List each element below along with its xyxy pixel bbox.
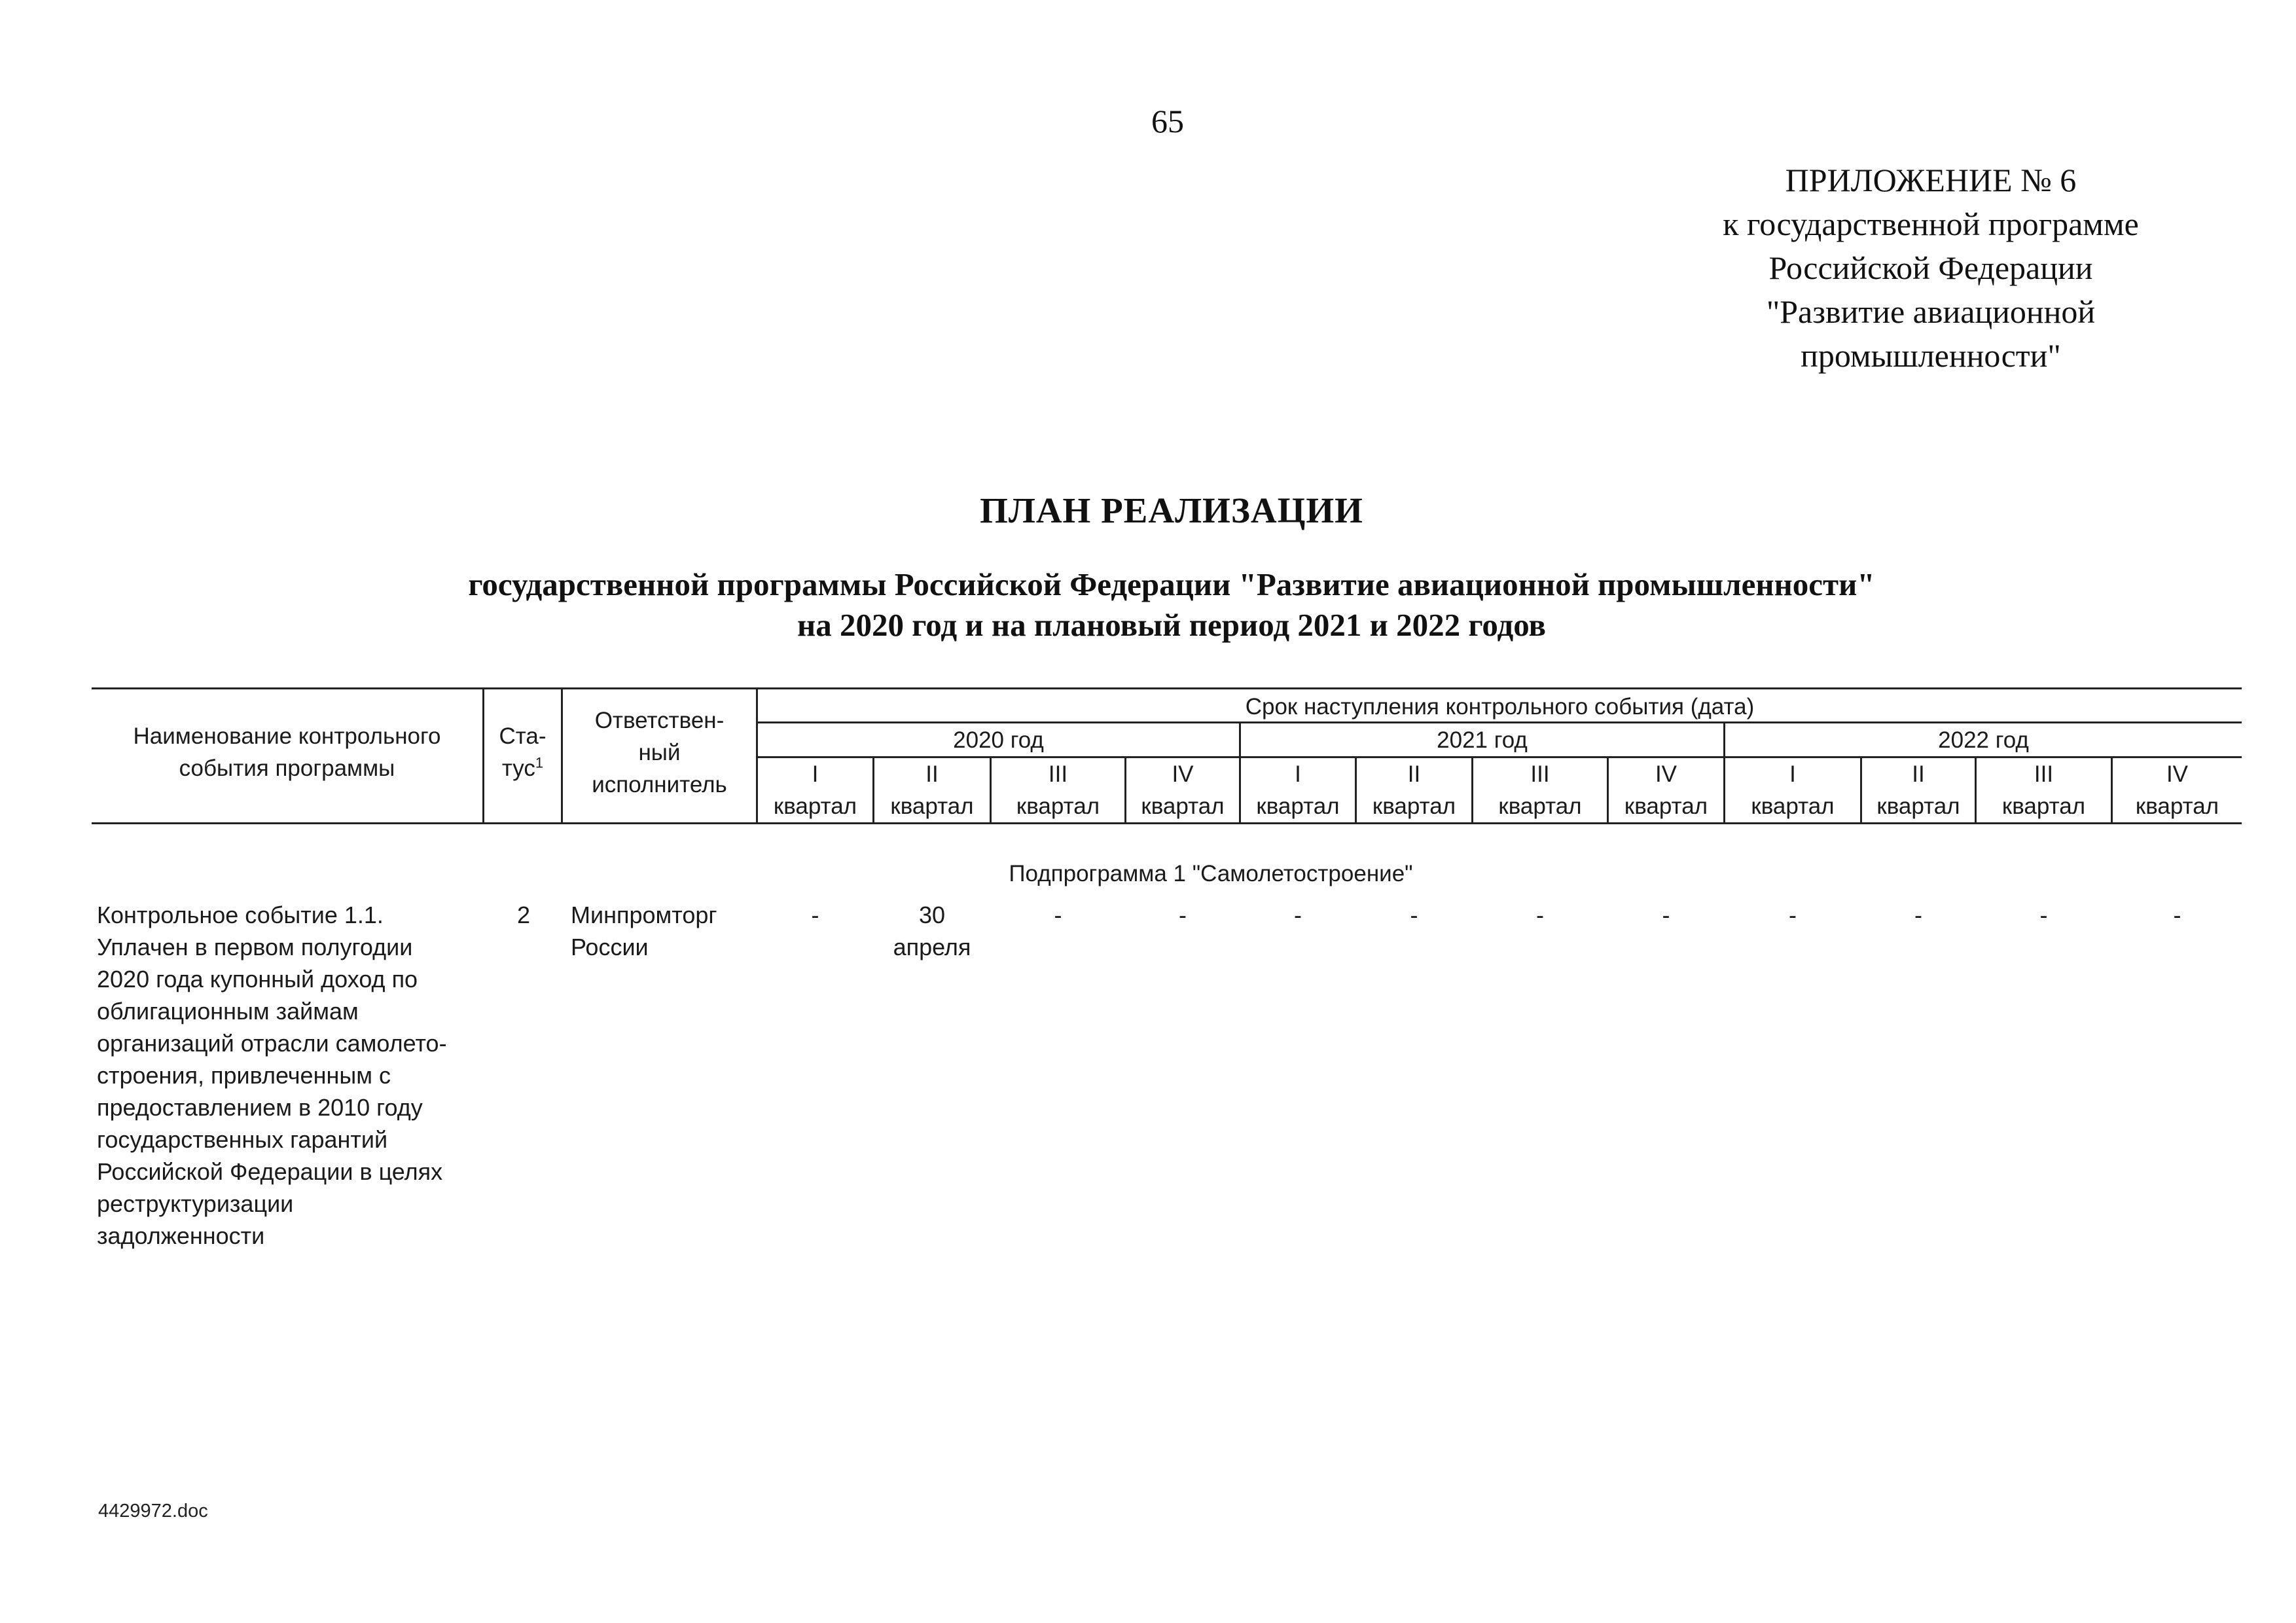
quarter-numeral: IV: [1172, 761, 1194, 787]
quarter-numeral: I: [1295, 761, 1301, 787]
page-number: 65: [1151, 103, 1184, 139]
quarter-value-line: -: [1789, 902, 1797, 928]
header-deadline: Срок наступления контрольного события (дата): [1245, 694, 1755, 720]
appendix-line: ПРИЛОЖЕНИЕ № 6: [1785, 162, 2077, 198]
header-quarter: [1357, 758, 1471, 822]
header-quarter: [1862, 758, 1975, 822]
quarter-word: квартал: [2135, 793, 2219, 819]
event-name-line: Уплачен в первом полугодии: [97, 934, 413, 960]
header-event-name-line: Наименование контрольного: [133, 723, 441, 749]
event-name-line: предоставлением в 2010 году: [97, 1094, 423, 1121]
header-year-2020: 2020 год: [953, 727, 1044, 753]
quarter-value-cell: [1357, 899, 1471, 931]
event-name-line: организаций отрасли самолето-: [97, 1030, 447, 1057]
quarter-numeral: III: [2034, 761, 2054, 787]
header-quarter: [992, 758, 1124, 822]
header-quarter: [2113, 758, 2242, 822]
quarter-word: квартал: [1372, 793, 1456, 819]
quarter-value-line: -: [2039, 902, 2048, 928]
quarter-word: квартал: [1016, 793, 1100, 819]
quarter-numeral: IV: [1655, 761, 1677, 787]
header-quarter: [1977, 758, 2111, 822]
title-subtitle-line-2: на 2020 год и на плановый период 2021 и 2022 годов: [797, 607, 1546, 643]
quarter-value-line: -: [1054, 902, 1062, 928]
subprogram-heading: Подпрограмма 1 "Самолетостроение": [1009, 861, 1413, 886]
appendix-line: промышленности": [1801, 337, 2061, 374]
event-name-line: облигационным займам: [97, 998, 359, 1025]
event-name-line: 2020 года купонный доход по: [97, 966, 418, 993]
header-quarter: [1609, 758, 1723, 822]
header-executor-line: Ответствен-: [594, 708, 725, 733]
quarter-value-cell: [1862, 899, 1975, 931]
header-quarter: [1725, 758, 1860, 822]
header-executor: [563, 704, 756, 801]
header-executor-line: исполнитель: [592, 772, 727, 797]
header-quarter: [1241, 758, 1355, 822]
quarter-value-cell: [1977, 899, 2111, 931]
header-executor-line: ный: [638, 740, 681, 765]
quarter-value-cell: [992, 899, 1124, 931]
quarter-word: квартал: [773, 793, 857, 819]
header-quarter: [758, 758, 872, 822]
event-name-line: государственных гарантий: [97, 1126, 388, 1153]
quarter-numeral: II: [1407, 761, 1421, 787]
quarter-numeral: II: [925, 761, 939, 787]
quarter-value-line: -: [1536, 902, 1544, 928]
event-name-line: реструктуризации: [97, 1190, 294, 1217]
quarter-value-cell: [1725, 899, 1860, 931]
header-event-name: [92, 720, 482, 784]
quarter-numeral: IV: [2166, 761, 2189, 787]
quarter-word: квартал: [2001, 793, 2086, 819]
event-name-line: Российской Федерации в целях: [97, 1158, 443, 1185]
quarter-value-line: -: [2173, 902, 2181, 928]
executor-line: Минпромторг: [571, 902, 717, 928]
quarter-value-line: апреля: [893, 934, 971, 960]
quarter-value-line: -: [811, 902, 819, 928]
quarter-word: квартал: [1751, 793, 1835, 819]
quarter-value-cell: [1126, 899, 1239, 931]
quarter-numeral: II: [1912, 761, 1925, 787]
executor-cell: [571, 899, 767, 963]
quarter-value-cell: [1241, 899, 1355, 931]
quarter-value-line: -: [1914, 902, 1922, 928]
appendix-line: Российской Федерации: [1768, 249, 2093, 286]
header-status-line: [484, 752, 561, 784]
quarter-value-cell: [1473, 899, 1607, 931]
quarter-numeral: III: [1530, 761, 1550, 787]
quarter-word: квартал: [1141, 793, 1225, 819]
quarter-value-line: -: [1179, 902, 1187, 928]
header-quarter: [1473, 758, 1607, 822]
header-status-line: Ста-: [499, 723, 547, 749]
quarter-word: квартал: [890, 793, 974, 819]
table-header-bottom-rule: [92, 822, 2242, 824]
header-quarter: [1126, 758, 1239, 822]
quarter-word: квартал: [1256, 793, 1340, 819]
quarter-value-line: 30: [918, 902, 946, 928]
quarter-numeral: I: [1789, 761, 1796, 787]
table-top-rule: [92, 687, 2242, 689]
header-event-name-line: события программы: [179, 756, 395, 781]
event-name-line: Контрольное событие 1.1.: [97, 902, 384, 928]
quarter-value-line: -: [1662, 902, 1670, 928]
event-name-line: строения, привлеченным с: [97, 1062, 391, 1089]
event-name-line: задолженности: [97, 1222, 265, 1249]
status-cell: 2: [516, 902, 531, 928]
document-id: 4429972.doc: [98, 1501, 208, 1522]
quarter-value-line: -: [1294, 902, 1302, 928]
appendix-line: "Развитие авиационной: [1766, 293, 2096, 330]
quarter-value-line: -: [1410, 902, 1418, 928]
quarter-value-cell: [1609, 899, 1723, 931]
executor-line: России: [571, 934, 649, 960]
quarter-value-cell: [874, 899, 990, 963]
quarter-value-cell: [2113, 899, 2242, 931]
header-quarter: [874, 758, 990, 822]
quarter-numeral: I: [812, 761, 819, 787]
status-footnote-mark: 1: [535, 754, 544, 771]
header-status: [484, 720, 561, 784]
quarter-numeral: III: [1048, 761, 1068, 787]
quarter-word: квартал: [1876, 793, 1960, 819]
event-name-cell: [97, 899, 503, 1252]
quarter-word: квартал: [1624, 793, 1708, 819]
header-status-text: тус: [501, 756, 535, 781]
title-subtitle-line-1: государственной программы Российской Федерации "Развитие авиационной промышленности": [468, 566, 1875, 602]
title-main: ПЛАН РЕАЛИЗАЦИИ: [980, 490, 1363, 530]
header-year-2022: 2022 год: [1938, 727, 2029, 753]
quarter-value-cell: [758, 899, 872, 931]
header-year-2021: 2021 год: [1437, 727, 1528, 753]
quarter-word: квартал: [1498, 793, 1582, 819]
appendix-line: к государственной программе: [1723, 206, 2139, 242]
